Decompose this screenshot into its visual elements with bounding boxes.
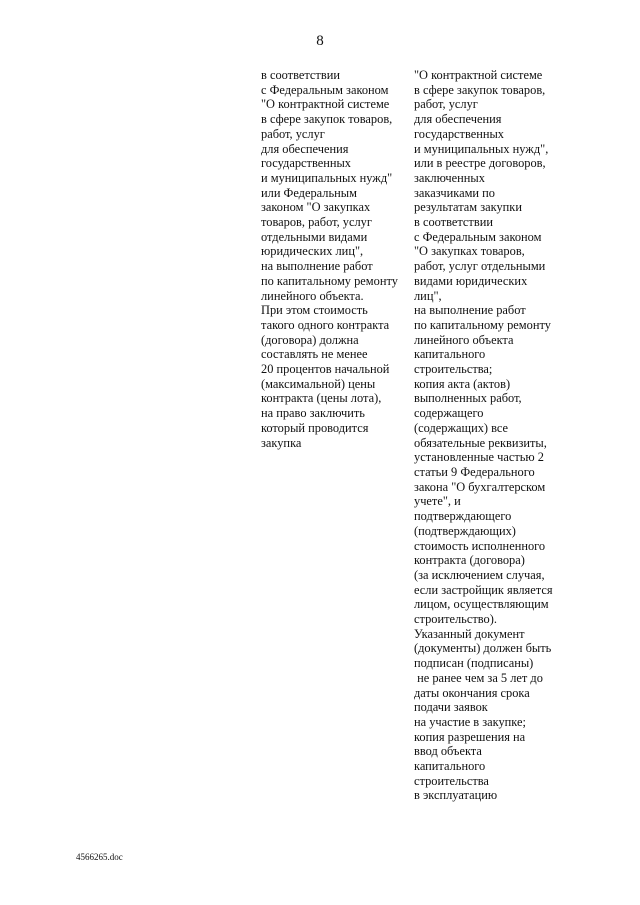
- right-column-line: стоимость исполненного: [414, 538, 546, 553]
- right-column-line: для обеспечения: [414, 112, 502, 127]
- right-column-line: по капитальному ремонту: [414, 317, 551, 332]
- left-column-line: такого одного контракта: [261, 317, 390, 332]
- right-column-line: государственных: [414, 126, 505, 141]
- left-column-line: товаров, работ, услуг: [261, 215, 372, 230]
- right-column-line: не ранее чем за 5 лет до: [414, 670, 543, 685]
- left-column-line: юридических лиц",: [261, 244, 364, 259]
- right-column-line: (подтверждающих): [414, 523, 516, 538]
- right-column-line: подачи заявок: [414, 700, 488, 715]
- right-column-line: линейного объекта: [414, 332, 514, 347]
- right-column-line: в сфере закупок товаров,: [414, 82, 546, 97]
- left-column-line: закупка: [261, 435, 302, 450]
- right-column-line: подтверждающего: [414, 509, 512, 524]
- right-text-column: [414, 68, 574, 803]
- left-column-line: по капитальному ремонту: [261, 273, 398, 288]
- page-number: 8: [316, 33, 324, 49]
- left-column-line: в сфере закупок товаров,: [261, 112, 393, 127]
- right-column-line: на участие в закупке;: [414, 714, 526, 729]
- right-column-line: лицом, осуществляющим: [414, 597, 549, 612]
- right-column-line: и муниципальных нужд",: [414, 141, 549, 156]
- left-column-line: на выполнение работ: [261, 259, 373, 274]
- right-column-line: заключенных: [414, 170, 485, 185]
- left-column-line: составлять не менее: [261, 347, 368, 362]
- right-column-line: строительства;: [414, 362, 493, 377]
- right-column-line: "О контрактной системе: [414, 68, 543, 82]
- left-column-line: государственных: [261, 156, 352, 171]
- right-column-line: подписан (подписаны): [414, 656, 534, 671]
- left-column-line: (максимальной) цены: [261, 376, 376, 391]
- right-column-line: Указанный документ: [414, 626, 525, 641]
- right-column-line: заказчиками по: [414, 185, 495, 200]
- left-column-line: При этом стоимость: [261, 303, 368, 318]
- left-column-line: который проводится: [261, 420, 369, 435]
- right-column-line: учете", и: [414, 494, 461, 509]
- left-column-line: "О контрактной системе: [261, 97, 390, 112]
- left-column-line: на право заключить: [261, 406, 365, 421]
- left-column-line: и муниципальных нужд": [261, 170, 393, 185]
- left-column-line: для обеспечения: [261, 141, 349, 156]
- right-column-line: (за исключением случая,: [414, 567, 545, 582]
- right-column-line: даты окончания срока: [414, 685, 530, 700]
- right-column-line: обязательные реквизиты,: [414, 435, 547, 450]
- left-column-line: линейного объекта.: [261, 288, 364, 303]
- right-column-line: результатам закупки: [414, 200, 522, 215]
- right-column-line: закона "О бухгалтерском: [414, 479, 546, 494]
- left-column-line: законом "О закупках: [261, 200, 371, 215]
- left-column-line: контракта (цены лота),: [261, 391, 382, 406]
- right-column-line: копия акта (актов): [414, 376, 511, 391]
- right-column-line: с Федеральным законом: [414, 229, 542, 244]
- right-column-line: (документы) должен быть: [414, 641, 552, 656]
- right-column-line: строительства: [414, 773, 489, 788]
- right-column-line: или в реестре договоров,: [414, 156, 546, 171]
- right-column-line: содержащего: [414, 406, 484, 421]
- right-column-line: контракта (договора): [414, 553, 525, 568]
- right-column-line: лиц",: [414, 288, 442, 303]
- left-column-line: с Федеральным законом: [261, 82, 389, 97]
- left-text-column: [261, 68, 411, 450]
- right-column-line: выполненных работ,: [414, 391, 522, 406]
- right-column-line: строительство).: [414, 612, 497, 627]
- right-column-line: капитального: [414, 759, 486, 774]
- right-column-line: копия разрешения на: [414, 729, 526, 744]
- right-column-line: работ, услуг: [414, 97, 478, 112]
- right-column-line: капитального: [414, 347, 486, 362]
- right-column-line: ввод объекта: [414, 744, 482, 759]
- right-column-line: если застройщик является: [414, 582, 553, 597]
- right-column-line: "О закупках товаров,: [414, 244, 525, 259]
- left-column-line: отдельными видами: [261, 229, 368, 244]
- left-column-line: 20 процентов начальной: [261, 362, 390, 377]
- right-column-line: видами юридических: [414, 273, 528, 288]
- right-column-line: на выполнение работ: [414, 303, 526, 318]
- right-column-line: работ, услуг отдельными: [414, 259, 546, 274]
- right-column-line: установленные частью 2: [414, 450, 544, 465]
- right-column-line: (содержащих) все: [414, 420, 509, 435]
- left-column-line: (договора) должна: [261, 332, 359, 347]
- left-column-line: или Федеральным: [261, 185, 357, 200]
- right-column-line: в соответствии: [414, 215, 493, 230]
- footer-filename: 4566265.doc: [76, 852, 123, 862]
- right-column-line: статьи 9 Федерального: [414, 464, 535, 479]
- left-column-line: работ, услуг: [261, 126, 325, 141]
- left-column-line: в соответствии: [261, 68, 340, 82]
- right-column-line: в эксплуатацию: [414, 788, 498, 803]
